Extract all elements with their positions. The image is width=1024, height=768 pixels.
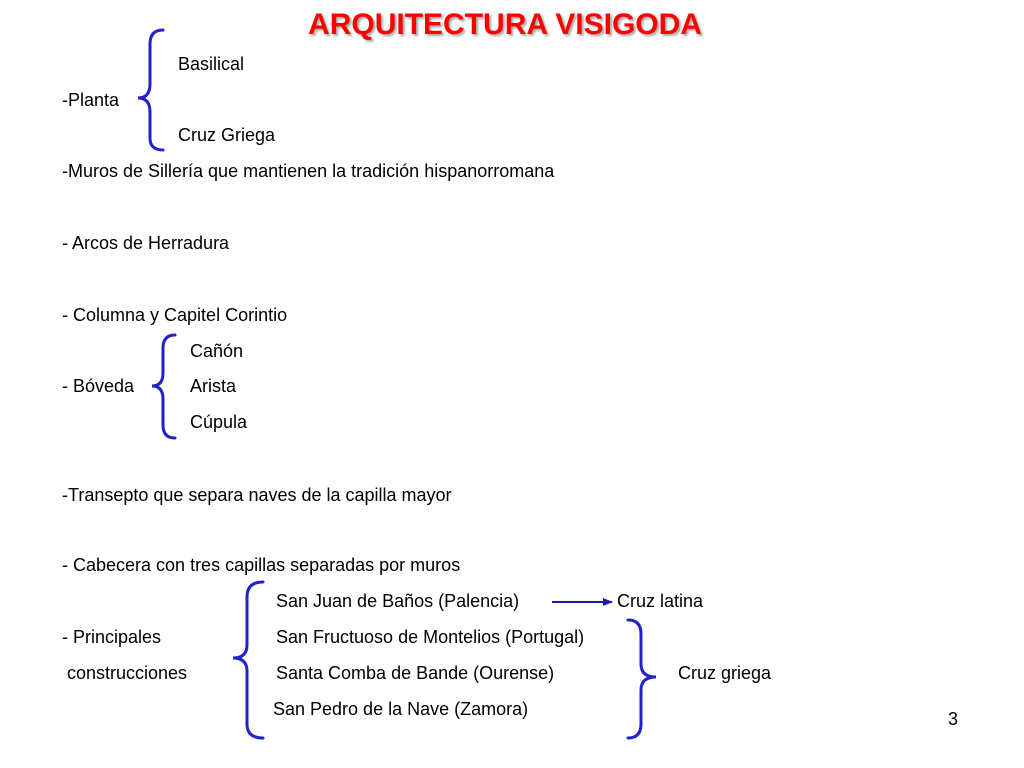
boveda-option-canon: Cañón (190, 341, 244, 361)
boveda-option-cupula: Cúpula (190, 412, 248, 432)
principales-label-1: - Principales (62, 627, 162, 647)
page-number: 3 (948, 709, 959, 729)
arcos-line: - Arcos de Herradura (62, 233, 230, 253)
principales-item-3: Santa Comba de Bande (Ourense) (276, 663, 555, 683)
columna-line: - Columna y Capitel Corintio (62, 305, 288, 325)
planta-option-cruz-griega: Cruz Griega (178, 125, 276, 145)
cruz-griega-brace (628, 620, 656, 738)
principales-label-2: construcciones (67, 663, 188, 683)
cruz-griega-label: Cruz griega (678, 663, 772, 683)
principales-item-2: San Fructuoso de Montelios (Portugal) (276, 627, 585, 647)
boveda-option-arista: Arista (190, 376, 237, 396)
transepto-line: -Transepto que separa naves de la capilla mayor (62, 485, 452, 505)
principales-brace (233, 582, 263, 738)
cruz-latina-label: Cruz latina (617, 591, 704, 611)
planta-brace (138, 30, 163, 150)
principales-item-4: San Pedro de la Nave (Zamora) (273, 699, 529, 719)
planta-label: -Planta (62, 90, 120, 110)
boveda-brace (152, 335, 175, 438)
slide-title: ARQUITECTURA VISIGODA (308, 8, 702, 41)
planta-option-basilical: Basilical (178, 54, 245, 74)
principales-item-1: San Juan de Baños (Palencia) (276, 591, 520, 611)
cabecera-line: - Cabecera con tres capillas separadas por muros (62, 555, 461, 575)
boveda-label: - Bóveda (62, 376, 135, 396)
muros-line: -Muros de Sillería que mantienen la tradición hispanorromana (62, 161, 555, 181)
